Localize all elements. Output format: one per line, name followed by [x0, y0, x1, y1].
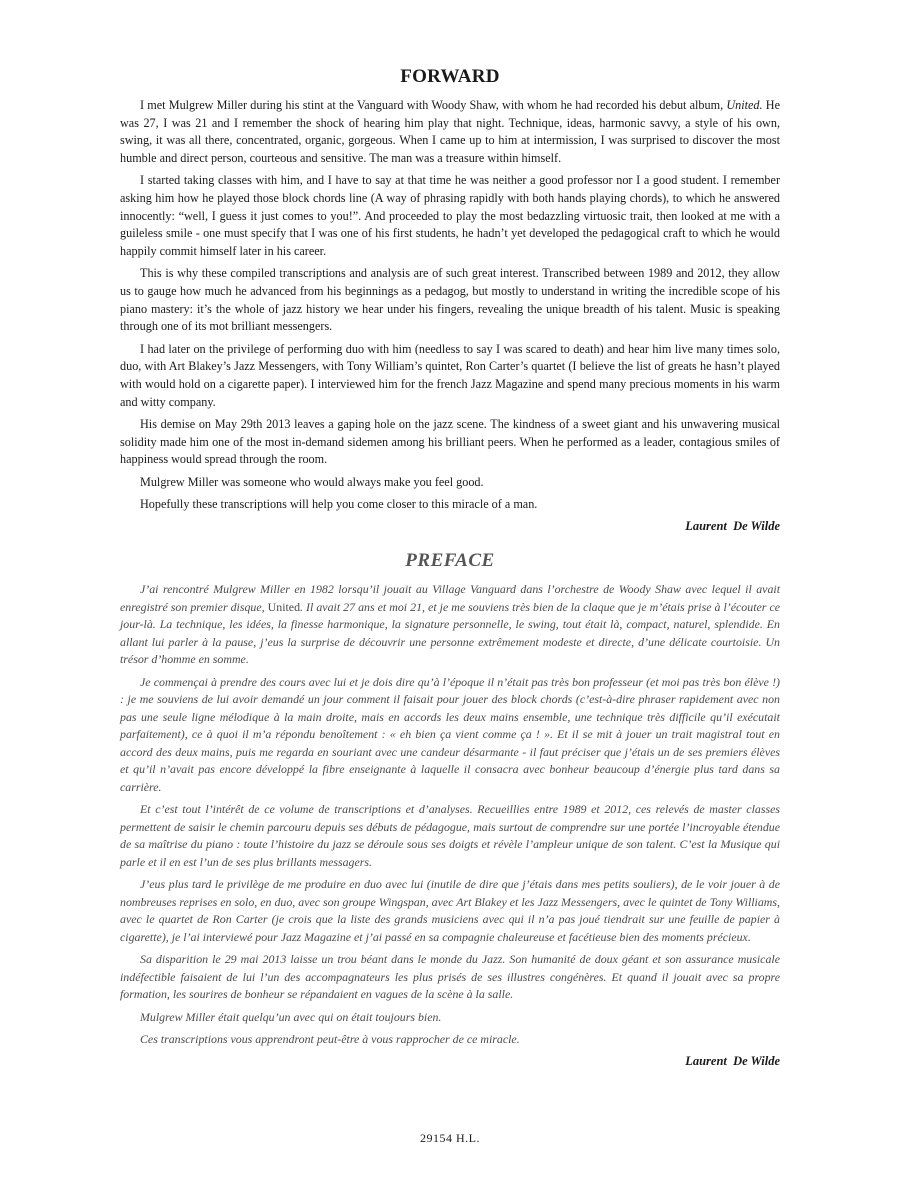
preface-paragraph-5: Sa disparition le 29 mai 2013 laisse un trou béant dans le monde du Jazz. Son humanité de doux géant et son assurance musicale indéfectible faisaient de lui l’un des accompagnateurs les plus prisés de ses illustres congénères. Et quand il jouait avec sa propre formation, les sourires de bonheur se répandaient en vagues de la scène à la salle. — [120, 952, 780, 1002]
preface-paragraph-6: Mulgrew Miller était quelqu’un avec qui on était toujours bien. — [140, 1009, 442, 1024]
forward-title: FORWARD — [400, 66, 500, 87]
forward-paragraph-2: I started taking classes with him, and I have to say at that time he was neither a good professor nor I a good student. I remember asking him how he played those block chords line (A way of phrasing rapidly with both hands playing chords), to which he answered innocently: “well, I guess it just comes to you!”. And proceeded to play the most bedazzling virtuosic trait, then looked at me with a guileless smile - one must specify that I was one of his first students, he hadn’t yet developed the pedagogical craft to which he would happily commit himself later in his career. — [120, 173, 780, 258]
preface-paragraph-4: J’eus plus tard le privilège de me produire en duo avec lui (inutile de dire que j’étais dans mes petits souliers), de le voir jouer à de nombreuses reprises en solo, en duo, avec son groupe Wingspan, avec Art Blakey et les Jazz Messengers, avec le quintet de Tony Williams, avec le quartet de Ron Carter (je crois que la liste des grands musiciens avec qui il n’a pas joué tiendrait sur une feuille de papier à cigarette), je l’ai interviewé pour Jazz Magazine et j’ai passé en sa compagnie chaleureuse et facétieuse bien des moments précieux. — [120, 877, 780, 944]
forward-paragraph-7: Hopefully these transcriptions will help you come closer to this miracle of a man. — [140, 497, 538, 512]
forward-signature: Laurent De Wilde — [685, 519, 780, 534]
album-title: United. — [726, 98, 763, 112]
forward-paragraph-4: I had later on the privilege of performing duo with him (needless to say I was scared to death) and hear him live many times solo, duo, with Art Blakey’s Jazz Messengers, with Tony William’s quintet, Ron Carter’s quartet (I believe the list of greats he hasn’t played with would hold on a cigarette paper). I interviewed him for the french Jazz Magazine and spend many precious moments in his warm and witty company. — [120, 341, 780, 409]
preface-title: PREFACE — [405, 550, 495, 572]
forward-section — [120, 66, 780, 534]
preface-paragraph-3: Et c’est tout l’intérêt de ce volume de transcriptions et d’analyses. Recueillies entre 1989 et 2012, ces relevés de master classes permettent de saisir le chemin parcouru depuis ses débuts de pédagogue, mais surtout de comprendre sur une portée l’incroyable étendue de sa maîtrise du piano : toute l’histoire du jazz se déroule sous ses doigts et révèle l’ampleur unique de son talent. C’est la Musique qui parle et il en est l’un de ses plus brillants messagers. — [120, 802, 780, 869]
album-title: United — [267, 599, 301, 614]
preface-body — [120, 581, 780, 1049]
forward-paragraph-1: I met Mulgrew Miller during his stint at the Vanguard with Woody Shaw, with whom he had recorded his debut album, United. He was 27, I was 21 and I remember the shock of hearing him play that night. Technique, ideas, harmonic savvy, a style of his own, swing, it was all there, concentrated, organic, gorgeous. When I came up to him at intermission, I was surprised to discover the most humble and direct person, courteous and sensitive. The man was a treasure within himself. — [120, 98, 780, 165]
preface-signature: Laurent De Wilde — [685, 1053, 780, 1068]
preface-paragraph-7: Ces transcriptions vous apprendront peut-être à vous rapprocher de ce miracle. — [140, 1032, 520, 1047]
forward-body — [120, 97, 780, 514]
page-number: 29154 H.L. — [420, 1131, 480, 1145]
forward-paragraph-5: His demise on May 29th 2013 leaves a gaping hole on the jazz scene. The kindness of a sweet giant and his unwavering musical solidity made him one of the most in-demand sidemen among his brilliant peers. When he performed as a leader, contagious smiles of happiness would spread through the room. — [120, 417, 780, 467]
preface-section — [120, 550, 780, 1069]
document-page — [120, 66, 780, 1069]
preface-paragraph-2: Je commençai à prendre des cours avec lui et je dois dire qu’à l’époque il n’était pas très bon professeur (et moi pas très bon élève !) : je me souviens de lui avoir demandé un jour comment il faisait pour jouer des block chords (c’est-à-dire phraser rapidement avec non pas une seule ligne mélodique à la main droite, mais en accords les deux mains ensemble, une technique très difficile qu’il exécutait parfaitement), ce à quoi il m’a répondu benoîtement : « eh bien ça vient comme ça ! ». Et il se mit à jouer un trait magistral tout en accord des deux mains, puis me regarda en souriant avec une candeur désarmante - il faut préciser que j’étais un de ses premiers élèves et qu’il n’avait pas encore développé la fibre enseignante à laquelle il consacra avec bonheur beaucoup d’énergie plus tard dans sa carrière. — [120, 674, 780, 794]
forward-paragraph-6: Mulgrew Miller was someone who would always make you feel good. — [140, 474, 484, 489]
forward-paragraph-3: This is why these compiled transcriptions and analysis are of such great interest. Transcribed between 1989 and 2012, they allow us to gauge how much he advanced from his beginnings as a pedagog, but mostly to understand in writing the incredible scope of his piano mastery: it’s the whole of jazz history we hear under his fingers, revealing the unique breadth of his talent. Music is speaking through one of its mot brilliant messengers. — [120, 266, 780, 334]
preface-paragraph-1: J’ai rencontré Mulgrew Miller en 1982 lorsqu’il jouait au Village Vanguard dans l’orchestre de Woody Shaw avec lequel il avait enregistré son premier disque, United. Il avait 27 ans et moi 21, et je me souviens très bien de la claque que je m’étais prise à l’écouter ce jour-là. La technique, les idées, la finesse harmonique, la signature personnelle, le swing, tout était là, compact, naturel, splendide. En allant lui parler à la pause, j’eus la surprise de découvrir une personne extrêmement modeste et directe, d’une délicate courtoisie. Un trésor d’homme en somme. — [120, 582, 781, 667]
